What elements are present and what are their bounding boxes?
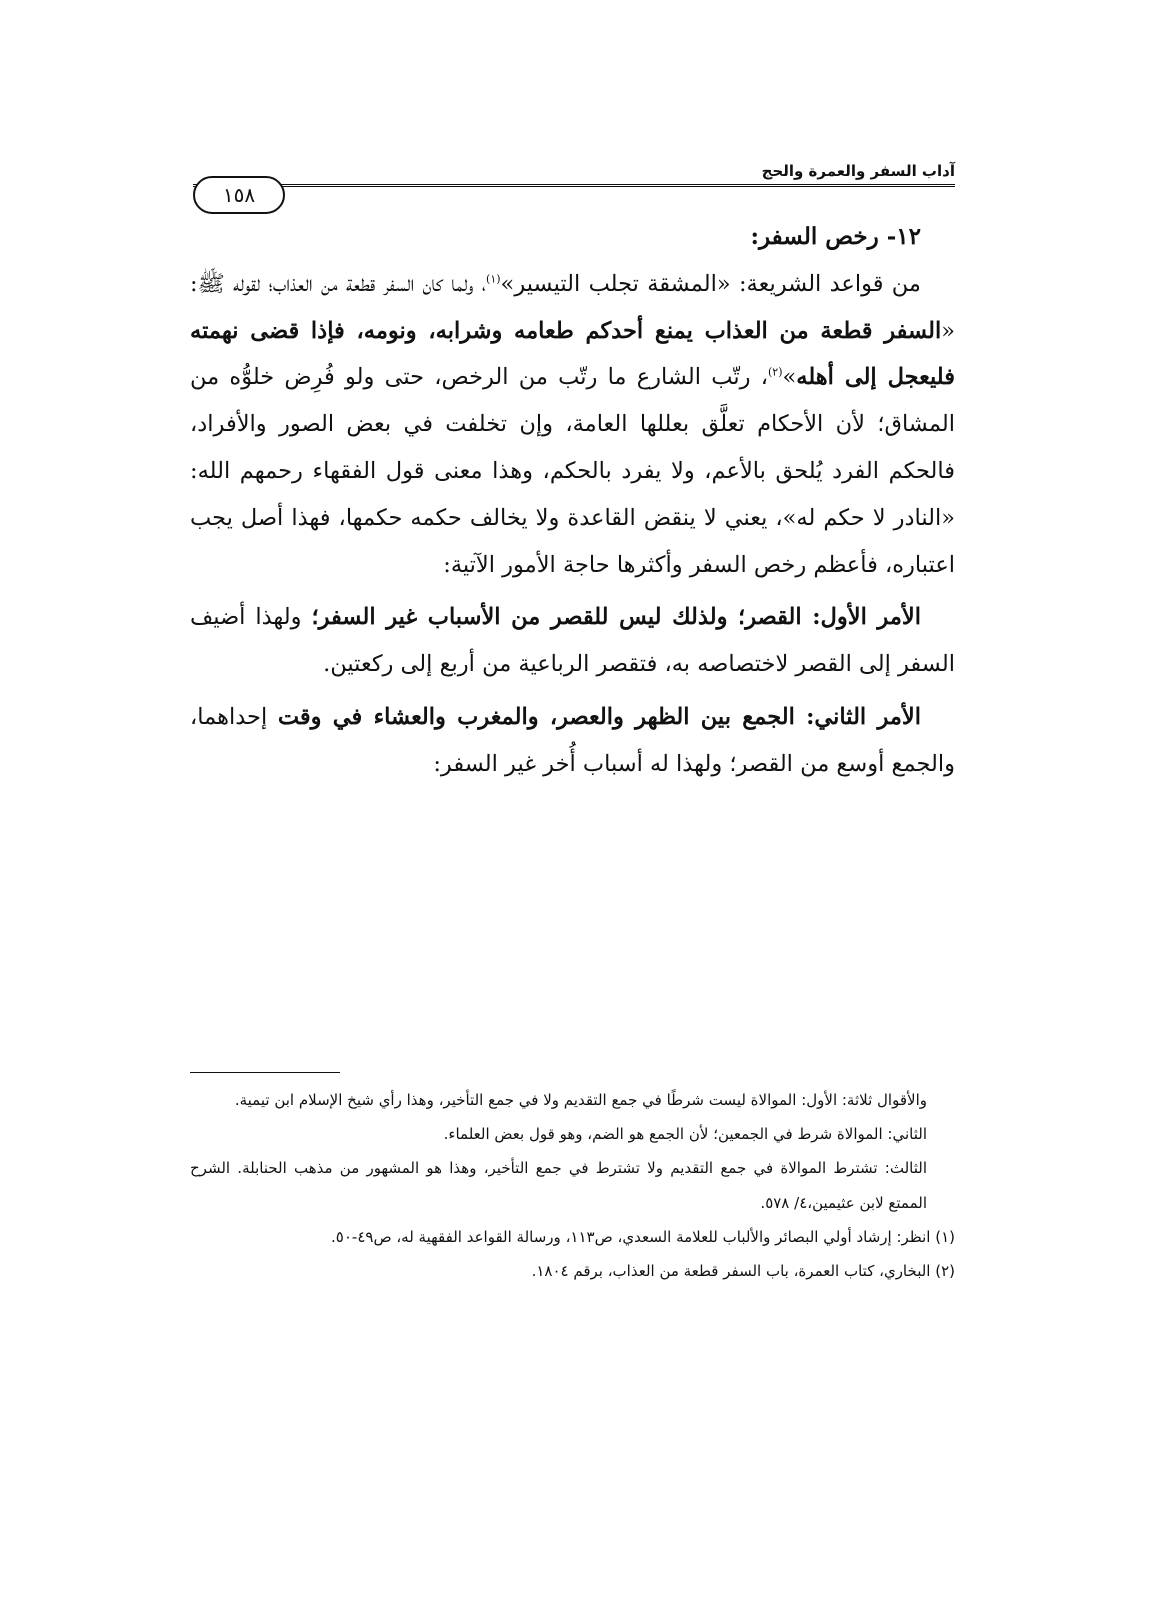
- main-text: [190, 214, 955, 788]
- footnote-1: (١) انظر: إرشاد أولي البصائر والألباب للعلامة السعدي، ص١١٣، ورسالة القواعد الفقهية له، ص٤٩-٥٠.: [330, 1227, 955, 1246]
- section-title: ١٢- رخص السفر:: [750, 223, 921, 250]
- footnote-rule: [190, 1072, 340, 1073]
- footnote-ref-1: (١): [486, 272, 501, 286]
- intro-text-2: ، ولما كان السفر قطعة من العذاب؛ لقوله ﷺ: «: [190, 270, 955, 344]
- footnotes: [190, 1083, 955, 1288]
- second-matter-text: إحداهما، والجمع أوسع من القصر؛ ولهذا له أسباب أُخر غير السفر:: [190, 703, 955, 777]
- first-matter-text: ولهذا أضيف السفر إلى القصر لاختصاصه به، فتقصر الرباعية من أربع إلى ركعتين.: [190, 604, 955, 678]
- first-matter-heading: الأمر الأول: القصر؛ ولذلك ليس للقصر من الأسباب غير السفر؛: [311, 604, 921, 631]
- footnote-ref-2: (٢): [767, 365, 783, 379]
- paragraph-first-matter: [190, 594, 955, 688]
- intro-text-4: ، رتّب الشارع ما رتّب من الرخص، حتى ولو فُرِض خلوُّه من المشاق؛ لأن الأحكام تعلَّق بعللها العامة، وإن تخلفت في بعض الصور والأفراد، فالحكم الفرد يُلحق بالأعم، ولا يفرد بالحكم، وهذا معنى قول الفقهاء رحمهم الله: «النادر لا حكم له»، يعني لا ينقض القاعدة ولا يخالف حكمه حكمها، فهذا أصل يجب اعتباره، فأعظم رخص السفر وأكثرها حاجة الأمور الآتية:: [190, 364, 955, 578]
- intro-text-3: »: [782, 364, 797, 391]
- paragraph-intro: [190, 261, 955, 589]
- footnote-2: (٢) البخاري، كتاب العمرة، باب السفر قطعة من العذاب، برقم ١٨٠٤.: [531, 1262, 955, 1281]
- running-title: آداب السفر والعمرة والحج: [761, 162, 955, 180]
- footnote-continued-1: والأقوال ثلاثة: الأول: الموالاة ليست شرطًا في جمع التقديم ولا في جمع التأخير، وهذا رأي شيخ الإسلام ابن تيمية.: [234, 1091, 927, 1109]
- header-rule: [193, 184, 955, 187]
- hadith-text: السفر قطعة من العذاب يمنع أحدكم طعامه وشرابه، ونومه، فإذا قضى نهمته فليعجل إلى أهله: [190, 317, 955, 391]
- second-matter-heading: الأمر الثاني: الجمع بين الظهر والعصر، والمغرب والعشاء في وقت: [277, 703, 921, 730]
- footnote-continued-2: الثاني: الموالاة شرط في الجمعين؛ لأن الجمع هو الضم، وهو قول بعض العلماء.: [443, 1125, 927, 1144]
- paragraph-second-matter: [190, 694, 955, 788]
- page-number: ١٥٨: [193, 176, 285, 214]
- footnote-continued-3: الثالث: تشترط الموالاة في جمع التقديم ولا تشترط في جمع التأخير، وهذا هو المشهور من مذهب الحنابلة. الشرح الممتع لابن عثيمين،٤/ ٥٧٨.: [190, 1159, 927, 1212]
- intro-text-1: من قواعد الشريعة: «المشقة تجلب التيسير»: [500, 270, 921, 297]
